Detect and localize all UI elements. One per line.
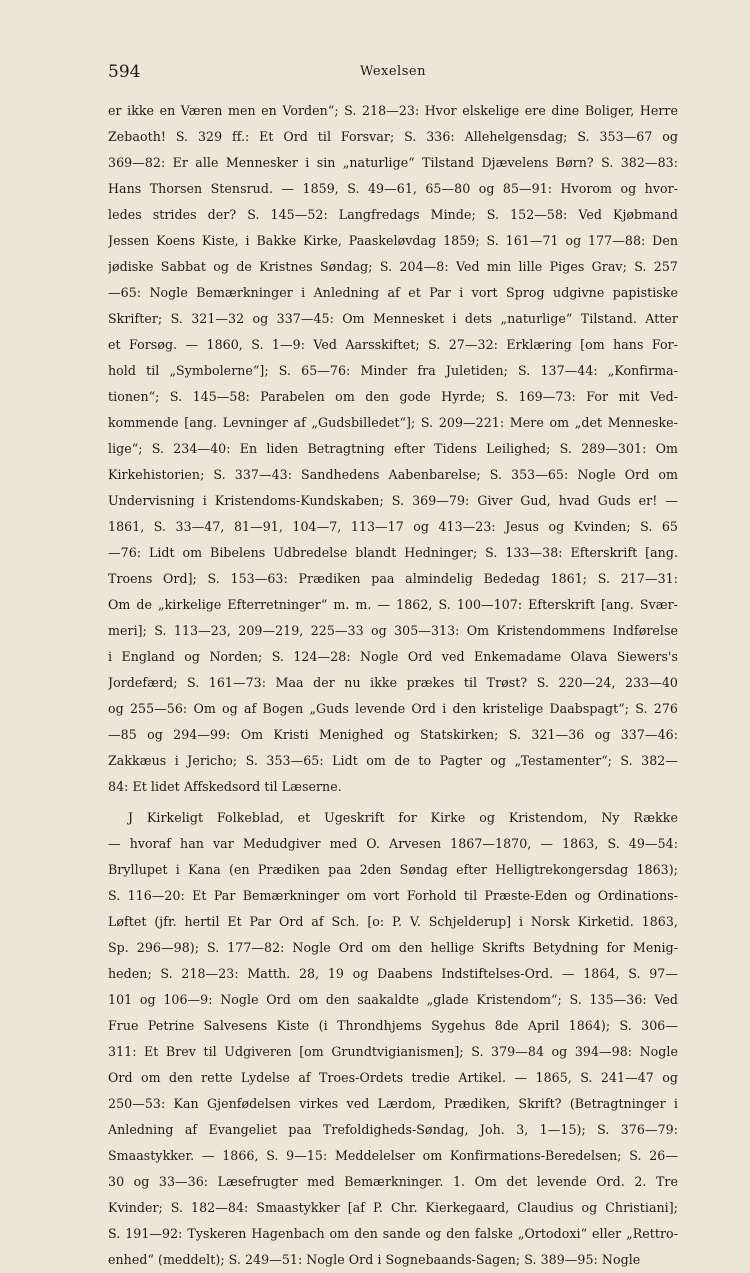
text-line: enhed“ (meddelt); S. 249—51: Nogle Ord i Sognebaands-Sagen; S. 389—95: Nogle bbox=[108, 1252, 641, 1267]
text-line: Om de „kirkelige Efterretninger“ m. m. — 1862, S. 100—107: Efterskrift [ang. Svær- bbox=[108, 597, 678, 612]
text-line: et Forsøg. — 1860, S. 1—9: Ved Aarsskiftet; S. 27—32: Erklæring [om hans For- bbox=[108, 337, 678, 352]
text-line: Bryllupet i Kana (en Prædiken paa 2den Søndag efter Helligtrekongersdag 1863); bbox=[108, 862, 678, 877]
text-line: lige“; S. 234—40: En liden Betragtning efter Tidens Leilighed; S. 289—301: Om bbox=[108, 441, 678, 456]
text-line: Ord om den rette Lydelse af Troes-Ordets tredie Artikel. — 1865, S. 241—47 og bbox=[108, 1070, 678, 1085]
text-line: 30 og 33—36: Læsefrugter med Bemærkninger. 1. Om det levende Ord. 2. Tre bbox=[108, 1174, 678, 1189]
paragraph-2 bbox=[108, 805, 678, 1273]
text-line: S. 191—92: Tyskeren Hagenbach om den sande og den falske „Ortodoxi“ eller „Rettro- bbox=[108, 1226, 678, 1241]
text-line: Skrifter; S. 321—32 og 337—45: Om Mennesket i dets „naturlige“ Tilstand. Atter bbox=[108, 311, 678, 326]
text-line: 250—53: Kan Gjenfødelsen virkes ved Lærdom, Prædiken, Skrift? (Betragtninger i bbox=[108, 1096, 678, 1111]
text-line: J Kirkeligt Folkeblad, et Ugeskrift for Kirke og Kristendom, Ny Række bbox=[128, 810, 678, 825]
text-line: — hvoraf han var Medudgiver med O. Arvesen 1867—1870, — 1863, S. 49—54: bbox=[108, 836, 678, 851]
text-line: og 255—56: Om og af Bogen „Guds levende Ord i den kristelige Daabspagt“; S. 276 bbox=[108, 701, 678, 716]
text-line: ledes strides der? S. 145—52: Langfredags Minde; S. 152—58: Ved Kjøbmand bbox=[108, 207, 678, 222]
text-line: Sp. 296—98); S. 177—82: Nogle Ord om den hellige Skrifts Betydning for Menig- bbox=[108, 940, 678, 955]
text-line: Troens Ord]; S. 153—63: Prædiken paa almindelig Bededag 1861; S. 217—31: bbox=[108, 571, 678, 586]
page-body bbox=[108, 98, 678, 1273]
text-line: Zebaoth! S. 329 ff.: Et Ord til Forsvar; S. 336: Allehelgensdag; S. 353—67 og bbox=[108, 129, 678, 144]
text-line: kommende [ang. Levninger af „Gudsbilledet“]; S. 209—221: Mere om „det Menneske- bbox=[108, 415, 678, 430]
text-line: —65: Nogle Bemærkninger i Anledning af et Par i vort Sprog udgivne papistiske bbox=[108, 285, 678, 300]
text-line: Smaastykker. — 1866, S. 9—15: Meddelelser om Konfirmations-Beredelsen; S. 26— bbox=[108, 1148, 678, 1163]
text-line: jødiske Sabbat og de Kristnes Søndag; S. 204—8: Ved min lille Piges Grav; S. 257 bbox=[108, 259, 678, 274]
text-line: —85 og 294—99: Om Kristi Menighed og Statskirken; S. 321—36 og 337—46: bbox=[108, 727, 678, 742]
page-header bbox=[108, 62, 678, 86]
page-number: 594 bbox=[108, 62, 141, 82]
text-line: Kirkehistorien; S. 337—43: Sandhedens Aabenbarelse; S. 353—65: Nogle Ord om bbox=[108, 467, 678, 482]
paragraph-1 bbox=[108, 98, 678, 800]
text-line: 101 og 106—9: Nogle Ord om den saakaldte „glade Kristendom“; S. 135—36: Ved bbox=[108, 992, 678, 1007]
text-line: S. 116—20: Et Par Bemærkninger om vort Forhold til Præste-Eden og Ordinations- bbox=[108, 888, 678, 903]
text-line: meri]; S. 113—23, 209—219, 225—33 og 305—313: Om Kristendommens Indførelse bbox=[108, 623, 678, 638]
text-line: Løftet (jfr. hertil Et Par Ord af Sch. [o: P. V. Schjelderup] i Norsk Kirketid. 1863, bbox=[108, 914, 678, 929]
text-line: Hans Thorsen Stensrud. — 1859, S. 49—61, 65—80 og 85—91: Hvorom og hvor- bbox=[108, 181, 678, 196]
text-line: Kvinder; S. 182—84: Smaastykker [af P. Chr. Kierkegaard, Claudius og Christiani]; bbox=[108, 1200, 678, 1215]
text-line: Anledning af Evangeliet paa Trefoldigheds-Søndag, Joh. 3, 1—15); S. 376—79: bbox=[108, 1122, 678, 1137]
text-line: Undervisning i Kristendoms-Kundskaben; S. 369—79: Giver Gud, hvad Guds er! — bbox=[108, 493, 678, 508]
text-line: 369—82: Er alle Mennesker i sin „naturlige“ Tilstand Djævelens Børn? S. 382—83: bbox=[108, 155, 678, 170]
running-head: Wexelsen bbox=[360, 64, 426, 79]
text-line: tionen“; S. 145—58: Parabelen om den gode Hyrde; S. 169—73: For mit Ved- bbox=[108, 389, 678, 404]
text-line: hold til „Symbolerne“]; S. 65—76: Minder fra Juletiden; S. 137—44: „Konfirma- bbox=[108, 363, 678, 378]
text-line: i England og Norden; S. 124—28: Nogle Ord ved Enkemadame Olava Siewers's bbox=[108, 649, 678, 664]
text-line: 1861, S. 33—47, 81—91, 104—7, 113—17 og 413—23: Jesus og Kvinden; S. 65 bbox=[108, 519, 678, 534]
text-line: Frue Petrine Salvesens Kiste (i Throndhjems Sygehus 8de April 1864); S. 306— bbox=[108, 1018, 678, 1033]
text-line: Zakkæus i Jericho; S. 353—65: Lidt om de to Pagter og „Testamenter“; S. 382— bbox=[108, 753, 678, 768]
text-line: Jessen Koens Kiste, i Bakke Kirke, Paaskeløvdag 1859; S. 161—71 og 177—88: Den bbox=[108, 233, 678, 248]
text-line: 311: Et Brev til Udgiveren [om Grundtvigianismen]; S. 379—84 og 394—98: Nogle bbox=[108, 1044, 678, 1059]
text-line: heden; S. 218—23: Matth. 28, 19 og Daabens Indstiftelses-Ord. — 1864, S. 97— bbox=[108, 966, 678, 981]
text-line: —76: Lidt om Bibelens Udbredelse blandt Hedninger; S. 133—38: Efterskrift [ang. bbox=[108, 545, 678, 560]
text-line: er ikke en Væren men en Vorden“; S. 218—23: Hvor elskelige ere dine Boliger, Herre bbox=[108, 103, 678, 118]
text-line: Jordefærd; S. 161—73: Maa der nu ikke prækes til Trøst? S. 220—24, 233—40 bbox=[108, 675, 678, 690]
text-line: 84: Et lidet Affskedsord til Læserne. bbox=[108, 779, 342, 794]
